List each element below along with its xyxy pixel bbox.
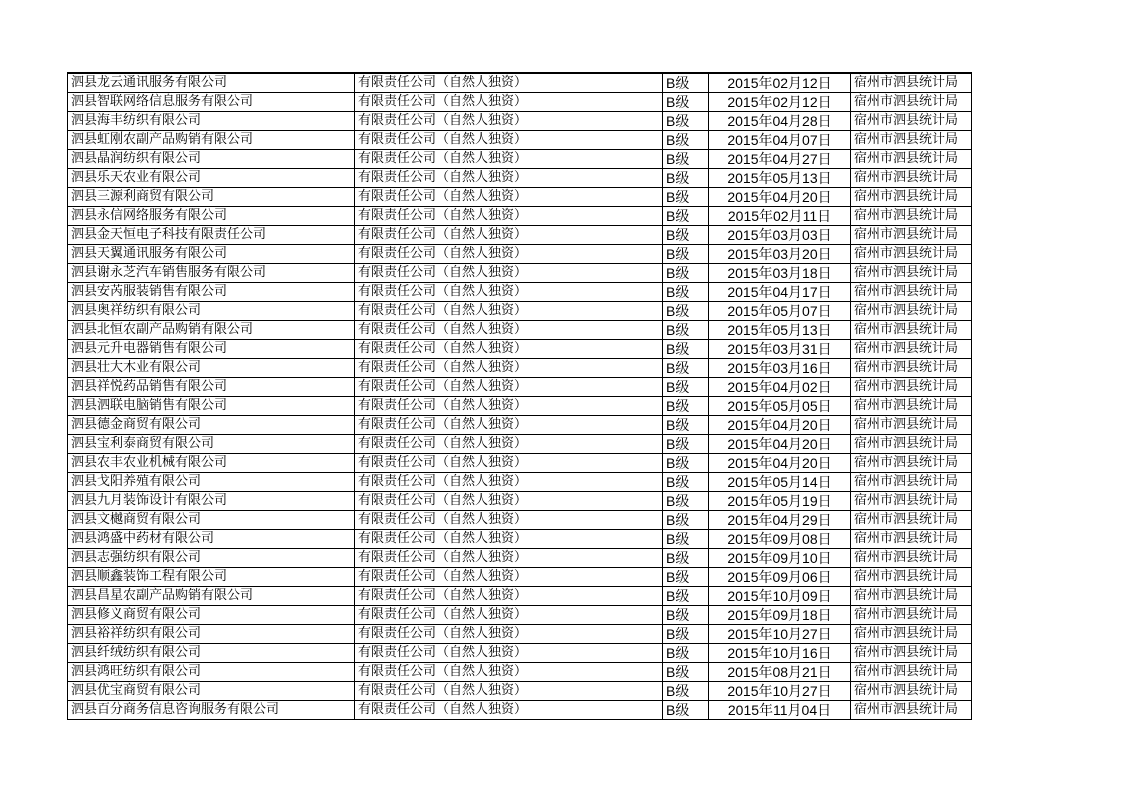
company-name-cell: 泗县虹刚农副产品购销有限公司 bbox=[68, 131, 355, 150]
date-cell: 2015年04月28日 bbox=[709, 112, 851, 131]
credit-level-cell: B级 bbox=[663, 112, 709, 131]
authority-cell: 宿州市泗县统计局 bbox=[851, 511, 972, 530]
company-type-cell: 有限责任公司（自然人独资） bbox=[355, 73, 663, 93]
date-cell: 2015年04月20日 bbox=[709, 416, 851, 435]
company-name-cell: 泗县金天恒电子科技有限责任公司 bbox=[68, 226, 355, 245]
authority-cell: 宿州市泗县统计局 bbox=[851, 93, 972, 112]
table-row bbox=[68, 245, 972, 264]
authority-cell: 宿州市泗县统计局 bbox=[851, 302, 972, 321]
credit-level-cell: B级 bbox=[663, 302, 709, 321]
company-type-cell: 有限责任公司（自然人独资） bbox=[355, 416, 663, 435]
table-row bbox=[68, 663, 972, 682]
credit-level-cell: B级 bbox=[663, 283, 709, 302]
authority-cell: 宿州市泗县统计局 bbox=[851, 378, 972, 397]
date-cell: 2015年04月29日 bbox=[709, 511, 851, 530]
authority-cell: 宿州市泗县统计局 bbox=[851, 587, 972, 606]
company-name-cell: 泗县龙云通讯服务有限公司 bbox=[68, 73, 355, 93]
table-row bbox=[68, 530, 972, 549]
company-name-cell: 泗县百分商务信息咨询服务有限公司 bbox=[68, 701, 355, 720]
date-cell: 2015年03月16日 bbox=[709, 359, 851, 378]
company-type-cell: 有限责任公司（自然人独资） bbox=[355, 378, 663, 397]
date-cell: 2015年04月27日 bbox=[709, 150, 851, 169]
table-row bbox=[68, 302, 972, 321]
date-cell: 2015年03月20日 bbox=[709, 245, 851, 264]
company-type-cell: 有限责任公司（自然人独资） bbox=[355, 207, 663, 226]
table-body bbox=[68, 73, 972, 720]
company-name-cell: 泗县昌星农副产品购销有限公司 bbox=[68, 587, 355, 606]
authority-cell: 宿州市泗县统计局 bbox=[851, 321, 972, 340]
authority-cell: 宿州市泗县统计局 bbox=[851, 568, 972, 587]
credit-level-cell: B级 bbox=[663, 587, 709, 606]
company-type-cell: 有限责任公司（自然人独资） bbox=[355, 701, 663, 720]
date-cell: 2015年11月04日 bbox=[709, 701, 851, 720]
company-type-cell: 有限责任公司（自然人独资） bbox=[355, 397, 663, 416]
table-row bbox=[68, 321, 972, 340]
authority-cell: 宿州市泗县统计局 bbox=[851, 454, 972, 473]
company-name-cell: 泗县祥悦药品销售有限公司 bbox=[68, 378, 355, 397]
table-row bbox=[68, 283, 972, 302]
company-name-cell: 泗县鸿盛中药材有限公司 bbox=[68, 530, 355, 549]
data-table bbox=[67, 72, 972, 720]
credit-level-cell: B级 bbox=[663, 226, 709, 245]
company-name-cell: 泗县三源利商贸有限公司 bbox=[68, 188, 355, 207]
table-row bbox=[68, 93, 972, 112]
authority-cell: 宿州市泗县统计局 bbox=[851, 663, 972, 682]
authority-cell: 宿州市泗县统计局 bbox=[851, 245, 972, 264]
date-cell: 2015年08月21日 bbox=[709, 663, 851, 682]
company-name-cell: 泗县壮大木业有限公司 bbox=[68, 359, 355, 378]
credit-level-cell: B级 bbox=[663, 321, 709, 340]
company-type-cell: 有限责任公司（自然人独资） bbox=[355, 302, 663, 321]
date-cell: 2015年09月18日 bbox=[709, 606, 851, 625]
company-name-cell: 泗县晶润纺织有限公司 bbox=[68, 150, 355, 169]
credit-level-cell: B级 bbox=[663, 416, 709, 435]
company-type-cell: 有限责任公司（自然人独资） bbox=[355, 264, 663, 283]
company-type-cell: 有限责任公司（自然人独资） bbox=[355, 530, 663, 549]
authority-cell: 宿州市泗县统计局 bbox=[851, 207, 972, 226]
credit-level-cell: B级 bbox=[663, 682, 709, 701]
authority-cell: 宿州市泗县统计局 bbox=[851, 625, 972, 644]
credit-level-cell: B级 bbox=[663, 207, 709, 226]
credit-level-cell: B级 bbox=[663, 701, 709, 720]
company-name-cell: 泗县智联网络信息服务有限公司 bbox=[68, 93, 355, 112]
company-type-cell: 有限责任公司（自然人独资） bbox=[355, 549, 663, 568]
company-name-cell: 泗县文樾商贸有限公司 bbox=[68, 511, 355, 530]
credit-level-cell: B级 bbox=[663, 663, 709, 682]
credit-level-cell: B级 bbox=[663, 549, 709, 568]
credit-level-cell: B级 bbox=[663, 644, 709, 663]
date-cell: 2015年05月19日 bbox=[709, 492, 851, 511]
company-type-cell: 有限责任公司（自然人独资） bbox=[355, 359, 663, 378]
table-row bbox=[68, 644, 972, 663]
authority-cell: 宿州市泗县统计局 bbox=[851, 549, 972, 568]
company-type-cell: 有限责任公司（自然人独资） bbox=[355, 150, 663, 169]
table-row bbox=[68, 606, 972, 625]
company-type-cell: 有限责任公司（自然人独资） bbox=[355, 682, 663, 701]
company-name-cell: 泗县纤绒纺织有限公司 bbox=[68, 644, 355, 663]
table-row bbox=[68, 73, 972, 93]
authority-cell: 宿州市泗县统计局 bbox=[851, 73, 972, 93]
credit-level-cell: B级 bbox=[663, 131, 709, 150]
authority-cell: 宿州市泗县统计局 bbox=[851, 131, 972, 150]
credit-level-cell: B级 bbox=[663, 530, 709, 549]
company-type-cell: 有限责任公司（自然人独资） bbox=[355, 226, 663, 245]
company-type-cell: 有限责任公司（自然人独资） bbox=[355, 568, 663, 587]
company-name-cell: 泗县元升电器销售有限公司 bbox=[68, 340, 355, 359]
date-cell: 2015年05月14日 bbox=[709, 473, 851, 492]
table-row bbox=[68, 359, 972, 378]
company-type-cell: 有限责任公司（自然人独资） bbox=[355, 283, 663, 302]
date-cell: 2015年03月31日 bbox=[709, 340, 851, 359]
date-cell: 2015年09月10日 bbox=[709, 549, 851, 568]
credit-level-cell: B级 bbox=[663, 511, 709, 530]
table-row bbox=[68, 340, 972, 359]
company-name-cell: 泗县宝利泰商贸有限公司 bbox=[68, 435, 355, 454]
company-type-cell: 有限责任公司（自然人独资） bbox=[355, 188, 663, 207]
date-cell: 2015年04月17日 bbox=[709, 283, 851, 302]
table-row bbox=[68, 492, 972, 511]
date-cell: 2015年10月09日 bbox=[709, 587, 851, 606]
company-name-cell: 泗县泗联电脑销售有限公司 bbox=[68, 397, 355, 416]
credit-level-cell: B级 bbox=[663, 93, 709, 112]
company-name-cell: 泗县裕祥纺织有限公司 bbox=[68, 625, 355, 644]
authority-cell: 宿州市泗县统计局 bbox=[851, 492, 972, 511]
credit-level-cell: B级 bbox=[663, 340, 709, 359]
authority-cell: 宿州市泗县统计局 bbox=[851, 416, 972, 435]
company-type-cell: 有限责任公司（自然人独资） bbox=[355, 131, 663, 150]
company-name-cell: 泗县九月装饰设计有限公司 bbox=[68, 492, 355, 511]
company-name-cell: 泗县北恒农副产品购销有限公司 bbox=[68, 321, 355, 340]
company-type-cell: 有限责任公司（自然人独资） bbox=[355, 321, 663, 340]
table-row bbox=[68, 226, 972, 245]
credit-level-cell: B级 bbox=[663, 188, 709, 207]
authority-cell: 宿州市泗县统计局 bbox=[851, 397, 972, 416]
company-name-cell: 泗县奥祥纺织有限公司 bbox=[68, 302, 355, 321]
company-type-cell: 有限责任公司（自然人独资） bbox=[355, 169, 663, 188]
credit-level-cell: B级 bbox=[663, 606, 709, 625]
table-row bbox=[68, 207, 972, 226]
company-type-cell: 有限责任公司（自然人独资） bbox=[355, 112, 663, 131]
credit-level-cell: B级 bbox=[663, 435, 709, 454]
credit-level-cell: B级 bbox=[663, 454, 709, 473]
table-row bbox=[68, 188, 972, 207]
table-row bbox=[68, 378, 972, 397]
table-row bbox=[68, 587, 972, 606]
table-row bbox=[68, 682, 972, 701]
table-row bbox=[68, 264, 972, 283]
authority-cell: 宿州市泗县统计局 bbox=[851, 435, 972, 454]
authority-cell: 宿州市泗县统计局 bbox=[851, 530, 972, 549]
company-name-cell: 泗县顺鑫装饰工程有限公司 bbox=[68, 568, 355, 587]
credit-level-cell: B级 bbox=[663, 73, 709, 93]
date-cell: 2015年10月27日 bbox=[709, 625, 851, 644]
company-name-cell: 泗县德金商贸有限公司 bbox=[68, 416, 355, 435]
company-name-cell: 泗县修义商贸有限公司 bbox=[68, 606, 355, 625]
date-cell: 2015年05月07日 bbox=[709, 302, 851, 321]
authority-cell: 宿州市泗县统计局 bbox=[851, 701, 972, 720]
company-type-cell: 有限责任公司（自然人独资） bbox=[355, 663, 663, 682]
date-cell: 2015年10月27日 bbox=[709, 682, 851, 701]
authority-cell: 宿州市泗县统计局 bbox=[851, 226, 972, 245]
company-type-cell: 有限责任公司（自然人独资） bbox=[355, 245, 663, 264]
authority-cell: 宿州市泗县统计局 bbox=[851, 169, 972, 188]
credit-level-cell: B级 bbox=[663, 150, 709, 169]
date-cell: 2015年02月12日 bbox=[709, 73, 851, 93]
credit-level-cell: B级 bbox=[663, 264, 709, 283]
credit-level-cell: B级 bbox=[663, 568, 709, 587]
table-row bbox=[68, 416, 972, 435]
table-row bbox=[68, 435, 972, 454]
table-row bbox=[68, 568, 972, 587]
company-type-cell: 有限责任公司（自然人独资） bbox=[355, 435, 663, 454]
credit-level-cell: B级 bbox=[663, 245, 709, 264]
credit-level-cell: B级 bbox=[663, 473, 709, 492]
company-type-cell: 有限责任公司（自然人独资） bbox=[355, 606, 663, 625]
credit-level-cell: B级 bbox=[663, 378, 709, 397]
date-cell: 2015年10月16日 bbox=[709, 644, 851, 663]
company-name-cell: 泗县谢永芝汽车销售服务有限公司 bbox=[68, 264, 355, 283]
date-cell: 2015年09月08日 bbox=[709, 530, 851, 549]
authority-cell: 宿州市泗县统计局 bbox=[851, 340, 972, 359]
credit-level-cell: B级 bbox=[663, 359, 709, 378]
table-row bbox=[68, 150, 972, 169]
company-name-cell: 泗县安芮服装销售有限公司 bbox=[68, 283, 355, 302]
company-type-cell: 有限责任公司（自然人独资） bbox=[355, 492, 663, 511]
credit-level-cell: B级 bbox=[663, 492, 709, 511]
authority-cell: 宿州市泗县统计局 bbox=[851, 188, 972, 207]
table-row bbox=[68, 131, 972, 150]
table-row bbox=[68, 169, 972, 188]
company-name-cell: 泗县戈阳养殖有限公司 bbox=[68, 473, 355, 492]
authority-cell: 宿州市泗县统计局 bbox=[851, 112, 972, 131]
table-row bbox=[68, 701, 972, 720]
table-row bbox=[68, 511, 972, 530]
company-name-cell: 泗县海丰纺织有限公司 bbox=[68, 112, 355, 131]
date-cell: 2015年04月20日 bbox=[709, 454, 851, 473]
table-row bbox=[68, 112, 972, 131]
date-cell: 2015年09月06日 bbox=[709, 568, 851, 587]
company-name-cell: 泗县优宝商贸有限公司 bbox=[68, 682, 355, 701]
company-type-cell: 有限责任公司（自然人独资） bbox=[355, 644, 663, 663]
credit-level-cell: B级 bbox=[663, 397, 709, 416]
date-cell: 2015年02月12日 bbox=[709, 93, 851, 112]
company-type-cell: 有限责任公司（自然人独资） bbox=[355, 340, 663, 359]
authority-cell: 宿州市泗县统计局 bbox=[851, 283, 972, 302]
company-type-cell: 有限责任公司（自然人独资） bbox=[355, 625, 663, 644]
date-cell: 2015年04月07日 bbox=[709, 131, 851, 150]
authority-cell: 宿州市泗县统计局 bbox=[851, 682, 972, 701]
company-type-cell: 有限责任公司（自然人独资） bbox=[355, 587, 663, 606]
company-name-cell: 泗县乐天农业有限公司 bbox=[68, 169, 355, 188]
authority-cell: 宿州市泗县统计局 bbox=[851, 644, 972, 663]
company-name-cell: 泗县天翼通讯服务有限公司 bbox=[68, 245, 355, 264]
date-cell: 2015年05月05日 bbox=[709, 397, 851, 416]
company-name-cell: 泗县农丰农业机械有限公司 bbox=[68, 454, 355, 473]
date-cell: 2015年04月20日 bbox=[709, 188, 851, 207]
table-row bbox=[68, 454, 972, 473]
company-type-cell: 有限责任公司（自然人独资） bbox=[355, 473, 663, 492]
table-row bbox=[68, 473, 972, 492]
company-name-cell: 泗县志强纺织有限公司 bbox=[68, 549, 355, 568]
table-row bbox=[68, 549, 972, 568]
date-cell: 2015年04月20日 bbox=[709, 435, 851, 454]
company-name-cell: 泗县永信网络服务有限公司 bbox=[68, 207, 355, 226]
table-row bbox=[68, 625, 972, 644]
date-cell: 2015年03月18日 bbox=[709, 264, 851, 283]
authority-cell: 宿州市泗县统计局 bbox=[851, 473, 972, 492]
company-type-cell: 有限责任公司（自然人独资） bbox=[355, 454, 663, 473]
date-cell: 2015年02月11日 bbox=[709, 207, 851, 226]
date-cell: 2015年03月03日 bbox=[709, 226, 851, 245]
date-cell: 2015年05月13日 bbox=[709, 169, 851, 188]
company-type-cell: 有限责任公司（自然人独资） bbox=[355, 511, 663, 530]
table-row bbox=[68, 397, 972, 416]
authority-cell: 宿州市泗县统计局 bbox=[851, 359, 972, 378]
credit-level-cell: B级 bbox=[663, 625, 709, 644]
date-cell: 2015年04月02日 bbox=[709, 378, 851, 397]
company-type-cell: 有限责任公司（自然人独资） bbox=[355, 93, 663, 112]
credit-level-cell: B级 bbox=[663, 169, 709, 188]
authority-cell: 宿州市泗县统计局 bbox=[851, 606, 972, 625]
company-name-cell: 泗县鸿旺纺织有限公司 bbox=[68, 663, 355, 682]
authority-cell: 宿州市泗县统计局 bbox=[851, 264, 972, 283]
date-cell: 2015年05月13日 bbox=[709, 321, 851, 340]
authority-cell: 宿州市泗县统计局 bbox=[851, 150, 972, 169]
